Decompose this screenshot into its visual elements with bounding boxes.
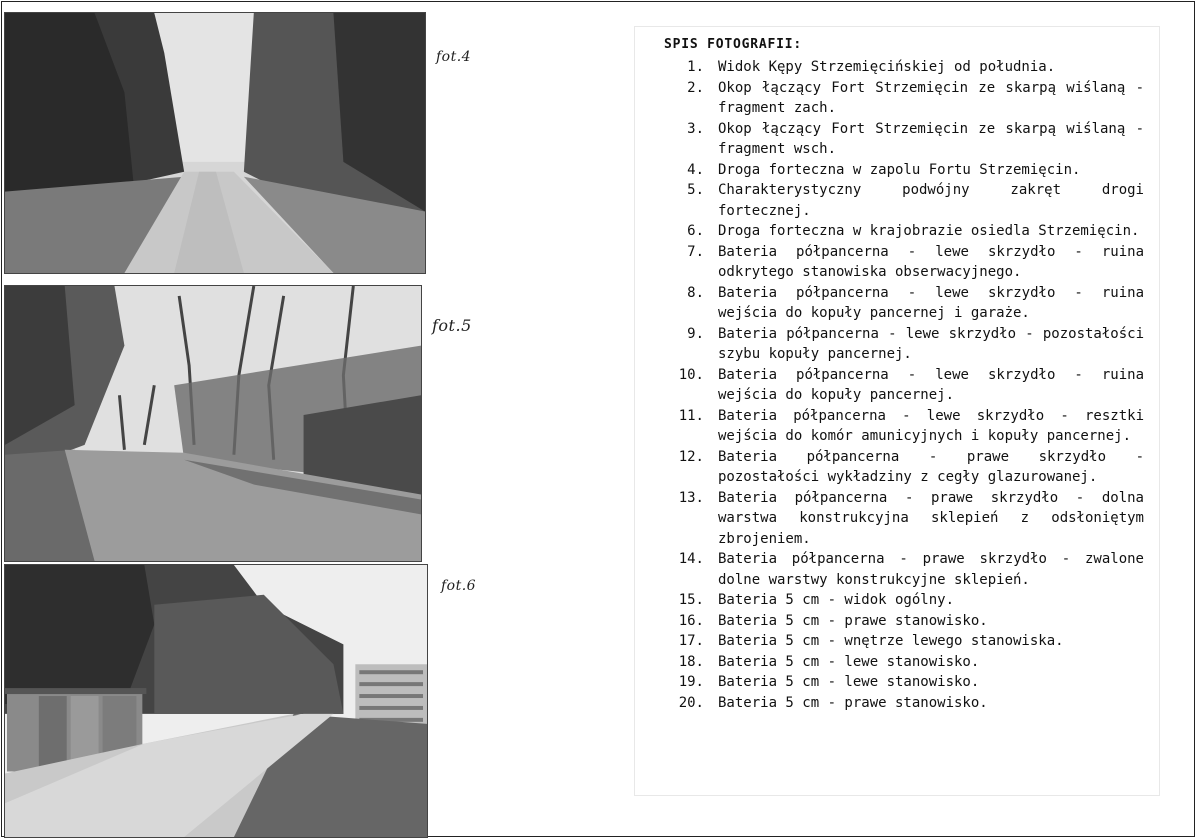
item-number: 13. — [678, 489, 704, 506]
item-number: 17. — [678, 633, 704, 649]
item-number: 7. — [687, 243, 704, 260]
item-text: Bateria półpancerna - lewe skrzydło - ruina wejścia do kopuły pancernej i garaże. — [718, 284, 1144, 321]
item-text: Droga forteczna w zapolu Fortu Strzemięcin. — [718, 161, 1081, 178]
item-text: Bateria 5 cm - prawe stanowisko. — [718, 612, 988, 629]
item-text: Bateria 5 cm - prawe stanowisko. — [718, 694, 988, 711]
item-number: 4. — [687, 161, 704, 178]
photo-list-title: SPIS FOTOGRAFII: — [664, 37, 803, 52]
item-text: Bateria 5 cm - lewe stanowisko. — [718, 674, 980, 690]
photo-6-image — [5, 565, 427, 837]
list-item — [660, 242, 1144, 283]
item-text: Bateria półpancerna - prawe skrzydło - zwalone dolne warstwy konstrukcyjne sklepień. — [718, 551, 1144, 588]
item-number: 20. — [678, 694, 704, 711]
item-text: Okop łączący Fort Strzemięcin ze skarpą wiślaną - fragment zach. — [718, 79, 1144, 116]
item-text: Okop łączący Fort Strzemięcin ze skarpą wiślaną - fragment wsch. — [718, 120, 1144, 157]
item-number: 16. — [678, 612, 704, 629]
item-text: Bateria półpancerna - prawe skrzydło - dolna warstwa konstrukcyjna sklepień z odsłoniętym zbrojeniem. — [718, 489, 1144, 547]
list-item — [660, 221, 1144, 242]
list-item — [660, 119, 1144, 160]
item-number: 8. — [687, 284, 704, 301]
item-number: 6. — [687, 223, 704, 239]
list-item — [660, 652, 1144, 673]
list-item — [660, 693, 1144, 714]
list-item — [660, 672, 1144, 693]
photo-4-image — [5, 13, 425, 273]
item-text: Bateria półpancerna - lewe skrzydło - ruina wejścia do kopuły pancernej. — [718, 366, 1144, 403]
item-number: 12. — [678, 448, 704, 465]
list-item — [660, 590, 1144, 611]
item-text: Bateria półpancerna - lewe skrzydło - ruina odkrytego stanowiska obserwacyjnego. — [718, 243, 1144, 280]
item-text: Bateria 5 cm - lewe stanowisko. — [718, 653, 980, 670]
list-item — [660, 57, 1144, 78]
list-item — [660, 180, 1144, 221]
list-item — [660, 631, 1144, 652]
item-number: 11. — [678, 407, 704, 424]
item-text: Bateria półpancerna - lewe skrzydło - pozostałości szybu kopuły pancernej. — [718, 325, 1144, 362]
item-number: 3. — [687, 120, 704, 137]
list-item — [660, 365, 1144, 406]
item-number: 18. — [678, 653, 704, 670]
item-number: 19. — [678, 674, 704, 690]
item-text: Bateria półpancerna - lewe skrzydło - resztki wejścia do komór amunicyjnych i kopuły pancernej. — [718, 407, 1144, 444]
apartment-block — [355, 664, 427, 726]
list-item — [660, 78, 1144, 119]
item-number: 15. — [678, 592, 704, 608]
item-number: 14. — [678, 551, 704, 567]
caption-fot-4: fot.4 — [436, 49, 472, 65]
list-item — [660, 488, 1144, 550]
list-item — [660, 283, 1144, 324]
item-text: Bateria 5 cm - widok ogólny. — [718, 592, 955, 608]
item-number: 9. — [687, 325, 704, 342]
item-number: 5. — [687, 182, 704, 198]
item-number: 2. — [687, 79, 704, 96]
list-item — [660, 447, 1144, 488]
photo-fot-5 — [4, 285, 422, 562]
item-text: Bateria 5 cm - wnętrze lewego stanowiska. — [718, 633, 1064, 649]
item-text: Widok Kępy Strzemięcińskiej od południa. — [718, 59, 1056, 75]
item-text: Droga forteczna w krajobrazie osiedla Strzemięcin. — [718, 223, 1140, 239]
item-number: 10. — [678, 366, 704, 383]
item-number: 1. — [687, 59, 704, 75]
caption-fot-5: fot.5 — [432, 316, 472, 335]
item-text: Charakterystyczny podwójny zakręt drogi fortecznej. — [718, 182, 1144, 219]
photo-list — [660, 57, 1144, 713]
list-item — [660, 324, 1144, 365]
item-text: Bateria półpancerna - prawe skrzydło - pozostałości wykładziny z cegły glazurowanej. — [718, 448, 1144, 485]
photo-fot-4 — [4, 12, 426, 274]
photo-5-image — [5, 286, 421, 561]
list-item — [660, 549, 1144, 590]
list-item — [660, 160, 1144, 181]
list-item — [660, 406, 1144, 447]
photo-fot-6 — [4, 564, 428, 838]
caption-fot-6: fot.6 — [441, 578, 477, 594]
list-item — [660, 611, 1144, 632]
